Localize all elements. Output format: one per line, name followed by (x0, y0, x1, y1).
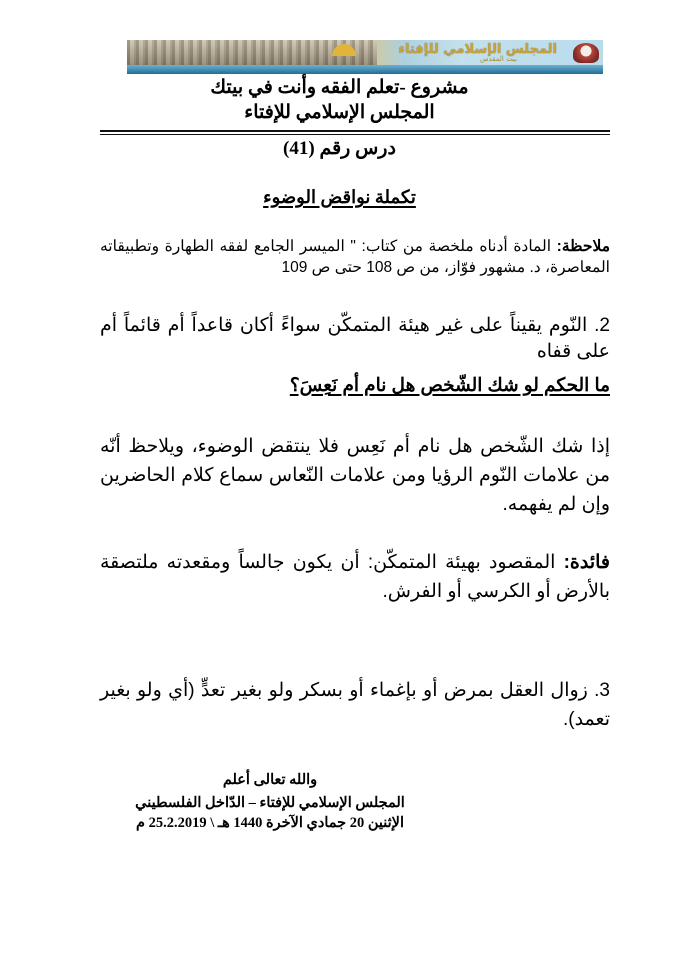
header-divider (100, 130, 610, 132)
question-heading (100, 373, 610, 397)
benefit-label: فائدة: (563, 552, 610, 573)
closing-line: والله تعالى أعلم (222, 772, 318, 788)
note-label: ملاحظة: (556, 238, 610, 255)
banner-subtitle: بيت المقدس (479, 55, 517, 63)
item-2: 2. النّوم يقيناً على غير هيئة المتمكّن سواءً أكان قاعداً أم قائماً أم على قفاه (100, 315, 610, 362)
header-divider-thin (100, 134, 610, 135)
benefit-text: المقصود بهيئة المتمكّن: أن يكون جالساً ومقعدته ملتصقة بالأرض أو الكرسي أو الفرش. (100, 552, 610, 602)
council-name: المجلس الإسلامي للإفتاء (244, 102, 435, 123)
topic-heading-text: تكملة نواقض الوضوء (263, 187, 416, 207)
item-3: 3. زوال العقل بمرض أو بإغماء أو بسكر ولو بغير تعدٍّ (أي ولو بغير تعمد). (100, 680, 610, 730)
banner-title: المجلس الإسلامي للإفتاء (398, 42, 557, 57)
benefit-paragraph (100, 548, 610, 606)
banner-stripe (127, 65, 603, 74)
topic-heading (0, 185, 679, 209)
note-text: المادة أدناه ملخصة من كتاب: " الميسر الجامع لفقه الطهارة وتطبيقاته المعاصرة، د. مشهور فوّاز، من ص 108 حتى ص 109 (100, 238, 610, 276)
source-note (100, 236, 610, 278)
project-title: مشروع -تعلم الفقه وأنت في بيتك (210, 77, 469, 98)
header-banner (127, 40, 603, 74)
lesson-number: درس رقم (41) (283, 138, 396, 159)
signature-date: الإثنين 20 جمادي الآخرة 1440 هـ \ 25.2.2019 م (136, 815, 404, 831)
answer-paragraph: إذا شك الشّخص هل نام أم نَعِس فلا ينتقض الوضوء، ويلاحظ أنّه من علامات النّوم الرؤيا ومن علامات النّعاس سماع كلام الحاضرين وإن لم يفهمه. (100, 436, 610, 515)
question-text: ما الحكم لو شك الشّخص هل نام أم نَعِسَ؟ (289, 374, 610, 395)
council-logo-icon (573, 43, 599, 63)
signature-org: المجلس الإسلامي للإفتاء – الدّاخل الفلسطيني (135, 795, 405, 811)
